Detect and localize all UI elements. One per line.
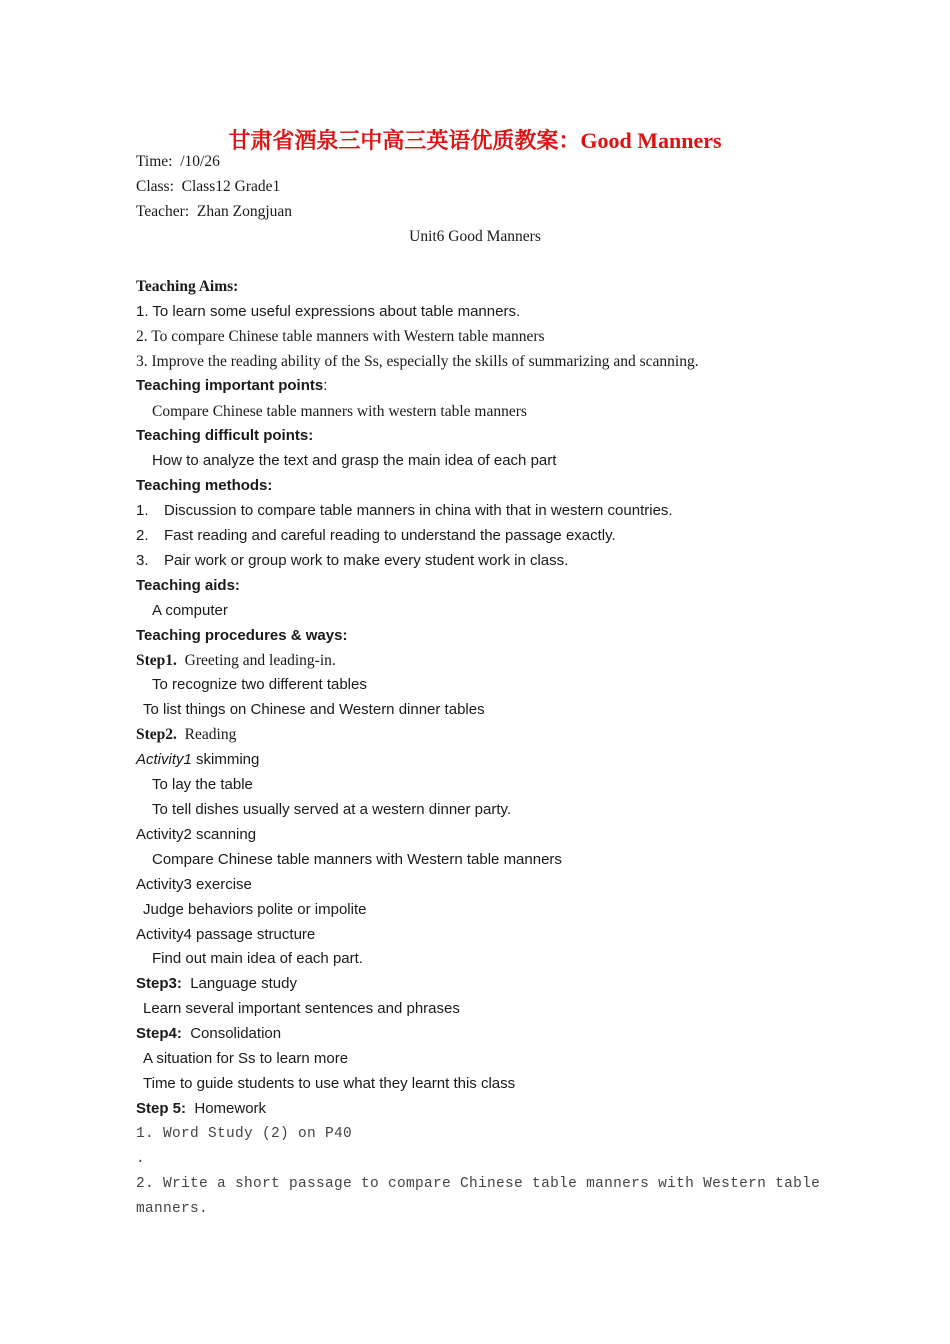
step1-label: Step1. bbox=[136, 652, 177, 669]
step3-title: Language study bbox=[190, 975, 297, 992]
aids-heading: Teaching aids: bbox=[136, 577, 240, 594]
difficult-points-heading: Teaching difficult points: bbox=[136, 427, 314, 444]
aims-heading: Teaching Aims: bbox=[136, 278, 239, 295]
step1-line: To recognize two different tables bbox=[152, 676, 367, 693]
method-text: Fast reading and careful reading to understand the passage exactly. bbox=[164, 527, 616, 544]
step4-label: Step4: bbox=[136, 1025, 182, 1042]
important-points-heading bbox=[136, 376, 327, 396]
step5-label: Step 5: bbox=[136, 1100, 187, 1117]
step3-label: Step3: bbox=[136, 975, 182, 992]
activity4-line: Find out main idea of each part. bbox=[152, 950, 363, 967]
step4-line: A situation for Ss to learn more bbox=[143, 1050, 349, 1067]
class-line bbox=[136, 177, 280, 197]
method-number: 3. bbox=[136, 552, 149, 569]
homework-item: 1. Word Study (2) on P40 bbox=[136, 1126, 353, 1142]
aim-item: 3. Improve the reading ability of the Ss, especially the skills of summarizing and scanning. bbox=[136, 353, 699, 370]
activity1-title: skimming bbox=[196, 751, 260, 768]
step5-heading bbox=[136, 1099, 266, 1119]
method-item bbox=[136, 526, 616, 546]
activity1-line: To tell dishes usually served at a western dinner party. bbox=[152, 801, 512, 818]
step3-line: Learn several important sentences and phrases bbox=[143, 1000, 460, 1017]
step2-title: Reading bbox=[184, 726, 237, 743]
method-text: Pair work or group work to make every student work in class. bbox=[164, 552, 569, 569]
aim-item: 1. To learn some useful expressions about table manners. bbox=[136, 303, 521, 320]
step2-heading bbox=[136, 725, 236, 745]
activity1-line: To lay the table bbox=[152, 776, 253, 793]
difficult-points-text: How to analyze the text and grasp the main idea of each part bbox=[152, 452, 557, 469]
time-label: Time: bbox=[136, 153, 173, 170]
important-points-text: Compare Chinese table manners with western table manners bbox=[152, 403, 527, 420]
methods-heading: Teaching methods: bbox=[136, 477, 273, 494]
activity1-heading bbox=[136, 750, 259, 770]
step1-line: To list things on Chinese and Western dinner tables bbox=[143, 701, 485, 718]
activity3-line: Judge behaviors polite or impolite bbox=[143, 901, 367, 918]
activity2-line: Compare Chinese table manners with Western table manners bbox=[152, 851, 562, 868]
unit-title: Unit6 Good Manners bbox=[409, 228, 541, 245]
method-number: 1. bbox=[136, 502, 149, 519]
time-value: /10/26 bbox=[180, 153, 220, 170]
important-label: Teaching important points bbox=[136, 377, 324, 394]
teacher-value: Zhan Zongjuan bbox=[196, 203, 293, 220]
teacher-line bbox=[136, 202, 292, 222]
step3-heading bbox=[136, 974, 297, 994]
activity1-label: Activity1 bbox=[136, 751, 192, 768]
aids-text: A computer bbox=[152, 602, 228, 619]
aim-item: 2. To compare Chinese table manners with Western table manners bbox=[136, 328, 545, 345]
homework-dot: . bbox=[136, 1151, 146, 1167]
method-text: Discussion to compare table manners in china with that in western countries. bbox=[164, 502, 673, 519]
activity4-heading: Activity4 passage structure bbox=[136, 926, 316, 943]
homework-item-continued: manners. bbox=[136, 1201, 209, 1217]
activity3-heading: Activity3 exercise bbox=[136, 876, 252, 893]
step5-title: Homework bbox=[194, 1100, 267, 1117]
important-colon: : bbox=[323, 377, 328, 394]
step1-title: Greeting and leading-in. bbox=[184, 652, 336, 669]
method-number: 2. bbox=[136, 527, 149, 544]
procedures-heading: Teaching procedures & ways: bbox=[136, 627, 348, 644]
step2-label: Step2. bbox=[136, 726, 177, 743]
time-line bbox=[136, 152, 220, 172]
step1-heading bbox=[136, 651, 336, 671]
class-value: Class12 Grade1 bbox=[181, 178, 281, 195]
teacher-label: Teacher: bbox=[136, 203, 190, 220]
document-title: 甘肃省酒泉三中高三英语优质教案：Good Manners bbox=[228, 128, 722, 153]
activity2-heading: Activity2 scanning bbox=[136, 826, 257, 843]
step4-heading bbox=[136, 1024, 281, 1044]
method-item bbox=[136, 551, 568, 571]
class-label: Class: bbox=[136, 178, 174, 195]
step4-title: Consolidation bbox=[190, 1025, 282, 1042]
step4-line: Time to guide students to use what they learnt this class bbox=[143, 1075, 516, 1092]
method-item bbox=[136, 501, 673, 521]
homework-item: 2. Write a short passage to compare Chinese table manners with Western table bbox=[136, 1176, 821, 1192]
